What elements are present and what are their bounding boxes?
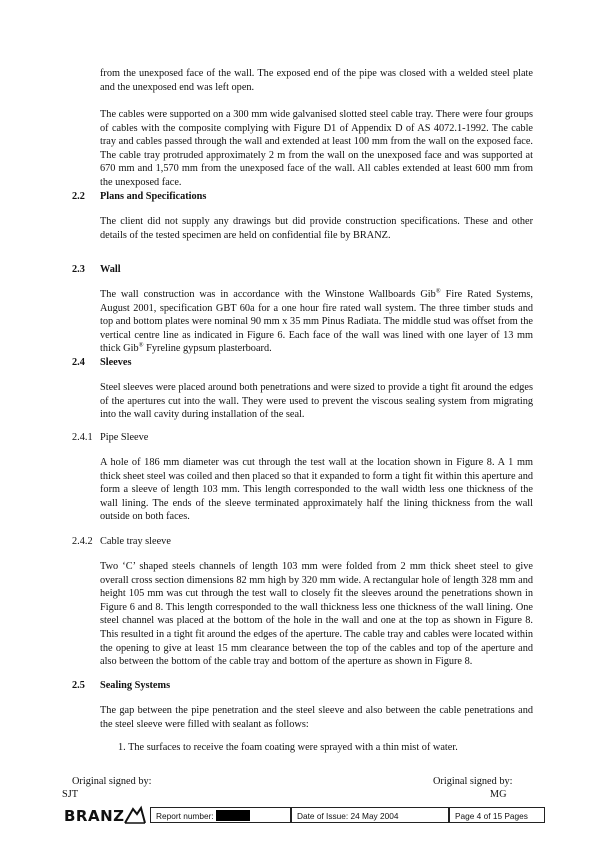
heading-title: Pipe Sleeve (100, 432, 149, 443)
paragraph-wall (100, 288, 533, 356)
page-footer (64, 805, 554, 827)
heading-cable-tray-sleeve (72, 536, 171, 547)
heading-pipe-sleeve (72, 432, 148, 443)
paragraph-pipe-end: from the unexposed face of the wall. The exposed end of the pipe was closed with a welded steel plate and the unexposed end was left open. (100, 68, 533, 93)
heading-sleeves (72, 357, 131, 368)
signature-label: Original signed by: (72, 776, 152, 787)
branz-logo: BRANZ (64, 807, 125, 825)
heading-number: 2.3 (72, 264, 85, 275)
heading-number: 2.2 (72, 191, 85, 202)
date-of-issue: Date of Issue: 24 May 2004 (297, 811, 399, 821)
heading-title: Cable tray sleeve (100, 536, 171, 547)
heading-plans-specifications (72, 191, 206, 202)
heading-title: Wall (100, 264, 121, 275)
paragraph-cables: The cables were supported on a 300 mm wide galvanised slotted steel cable tray. There were four groups of cables with the composite complying with Figure D1 of Appendix D of AS 4072.1-1992. The cable tray and cables passed through the wall and extended at least 100 mm from the wall on the exposed face. The cable tray protruded approximately 2 m from the wall on the unexposed face and was supported at 670 mm and 1,570 mm from the unexposed face of the wall. All cables extended at least 600 mm from the unexposed face. (100, 109, 533, 188)
heading-title: Sleeves (100, 357, 132, 368)
house-logo-icon (124, 805, 146, 825)
signature-left (62, 775, 152, 801)
page-info: Page 4 of 15 Pages (455, 811, 528, 821)
wall-text-c: Fyreline gypsum plasterboard. (143, 343, 272, 355)
heading-number: 2.5 (72, 680, 85, 691)
paragraph-cable-tray-sleeve: Two ‘C’ shaped steels channels of length 103 mm were folded from 2 mm thick sheet steel to give overall cross section dimensions 82 mm high by 320 mm wide. A rectangular hole of length 328 mm and height 105 mm was cut through the test wall to closely fit the sleeves around the penetrations shown in Figure 6 and 8. This length corresponded to the wall thickness less one thickness of the wall lining. One steel channel was placed at the bottom of the hole in the wall and one at the top as shown in Figure 8. This resulted in a tight fit around the edges of the aperture. The cable tray and cables were located within the opening to give at least 15 mm clearance between the top of the cables and top of the aperture and also between the bottom of the cable tray and bottom of the aperture as shown in Figure 8. (100, 561, 533, 668)
heading-number: 2.4.2 (72, 536, 93, 547)
heading-sealing-systems (72, 680, 170, 691)
page-info-box (449, 807, 545, 823)
report-number-label: Report number: (156, 811, 214, 821)
heading-title: Plans and Specifications (100, 191, 207, 202)
date-of-issue-box (291, 807, 449, 823)
heading-title: Sealing Systems (100, 680, 171, 691)
signature-initials: SJT (62, 789, 79, 800)
paragraph-pipe-sleeve: A hole of 186 mm diameter was cut through the test wall at the location shown in Figure 8. A 1 mm thick sheet steel was coiled and then placed so that it expanded to form a tight fit within this aperture and form a sleeve of length 103 mm. This length corresponded to the wall width less one thickness of the wall lining. The ends of the sleeve terminated approximately half the lining thickness from the wall outside on both faces. (100, 457, 533, 523)
wall-text-a: The wall construction was in accordance with the Winstone Wallboards Gib (100, 289, 436, 300)
signature-label: Original signed by: (433, 776, 513, 787)
signature-initials: MG (489, 789, 507, 800)
registered-mark: ® (138, 341, 144, 349)
paragraph-sleeves: Steel sleeves were placed around both penetrations and were sized to provide a tight fit around the edges of the apertures cut into the wall. They were used to prevent the viscous sealing system from migrating into the wall cavity during installation of the seal. (100, 382, 533, 421)
heading-wall (72, 264, 121, 275)
paragraph-plans: The client did not supply any drawings but did provide construction specifications. These and other details of the tested specimen are held on confidential file by BRANZ. (100, 216, 533, 241)
registered-mark: ® (435, 287, 441, 295)
paragraph-sealing: The gap between the pipe penetration and the steel sleeve and also between the cable penetrations and the steel sleeve were filled with sealant as follows: (100, 705, 533, 730)
wall-text-b: Fire Rated Systems, August 2001, specification GBT 60a for a one hour fire rated wall system. The three timber studs and top and bottom plates were nominal 90 mm x 35 mm Pinus Radiata. The middle stud was offset from the vertical centre line as indicated in Figure 6. Each face of the wall was lined with one layer of 13 mm thick Gib (100, 289, 533, 355)
heading-number: 2.4.1 (72, 432, 93, 443)
signature-right (433, 775, 513, 801)
report-number-box (150, 807, 291, 823)
heading-number: 2.4 (72, 357, 85, 368)
redacted-block (216, 810, 250, 821)
list-item: 1. The surfaces to receive the foam coating were sprayed with a thin mist of water. (118, 742, 458, 753)
